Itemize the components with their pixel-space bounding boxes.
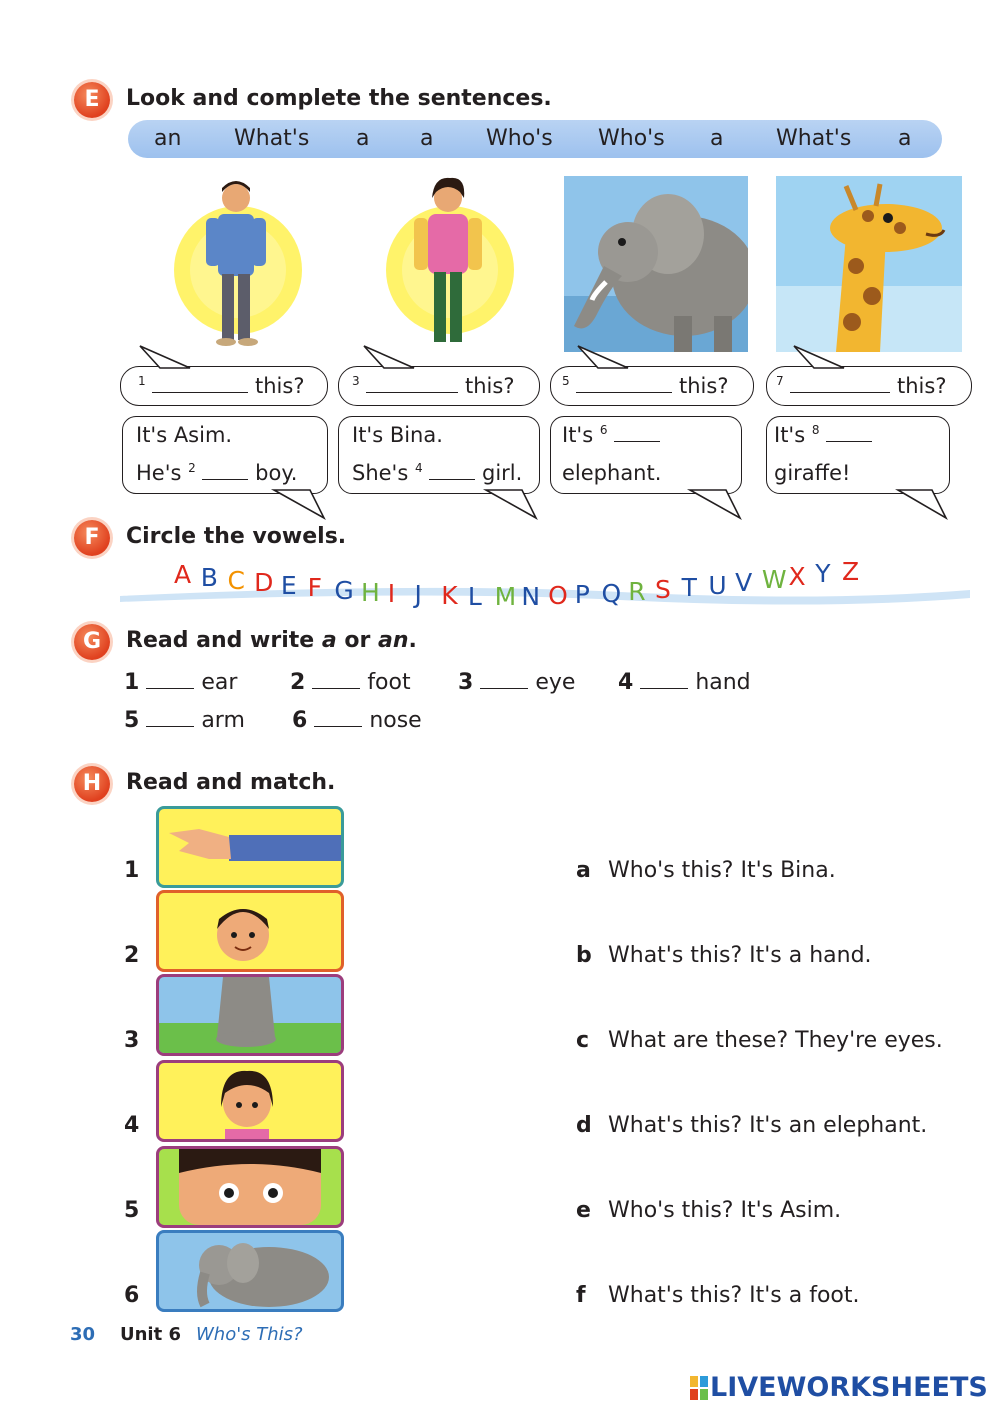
alphabet-letter[interactable]: P	[574, 580, 590, 610]
word-bank-item: Who's	[598, 126, 665, 151]
match-picture-elephant	[156, 1230, 344, 1312]
alphabet-letter[interactable]: K	[441, 581, 458, 611]
section-h-badge: H	[74, 766, 110, 802]
alphabet-letter[interactable]: O	[548, 581, 568, 611]
match-picture-hand	[156, 806, 344, 888]
alphabet-letter[interactable]: F	[307, 573, 322, 603]
answer-1-line1: It's Asim.	[136, 423, 233, 447]
bubble-tails-top	[0, 340, 1000, 370]
section-g-badge: G	[74, 624, 110, 660]
section-e-badge: E	[74, 82, 110, 118]
alphabet-letter[interactable]: H	[361, 577, 380, 607]
section-g-title: Read and write a or an.	[126, 628, 417, 653]
bubble-tails-bottom	[0, 488, 1000, 522]
alphabet-letter[interactable]: I	[387, 579, 396, 609]
match-number: 4	[124, 1113, 140, 1138]
match-option-letter: f	[576, 1283, 586, 1308]
question-5: $^5$ this?	[562, 374, 729, 398]
alphabet-letter[interactable]: Q	[601, 578, 622, 608]
word-bank-item: Who's	[486, 126, 553, 151]
alphabet-letter[interactable]: Y	[815, 559, 831, 589]
g-item-5: 5 arm	[124, 708, 245, 733]
section-f-title: Circle the vowels.	[126, 524, 347, 549]
match-number: 2	[124, 943, 140, 968]
word-bank-item: What's	[234, 126, 310, 151]
section-f-badge: F	[74, 520, 110, 556]
word-bank-item: What's	[776, 126, 852, 151]
alphabet-letter[interactable]: S	[654, 575, 671, 605]
elephant-picture	[564, 176, 748, 352]
g-item-3: 3 eye	[458, 670, 576, 695]
match-option-letter: b	[576, 943, 592, 968]
alphabet-letter[interactable]: T	[681, 573, 697, 603]
word-bank-item: a	[898, 126, 912, 151]
word-bank-item: a	[420, 126, 434, 151]
liveworksheets-brand: LIVEWORKSHEETS	[710, 1372, 988, 1403]
alphabet-letter[interactable]: G	[334, 575, 354, 605]
match-option-text: What's this? It's a foot.	[608, 1283, 860, 1308]
liveworksheets-logo-icon	[690, 1376, 708, 1400]
answer-3-line1: It's $^6$	[562, 423, 660, 447]
question-1: $^1$ this?	[138, 374, 305, 398]
alphabet-letter[interactable]: W	[761, 565, 787, 595]
match-picture-girl	[156, 1060, 344, 1142]
match-option-text: What are these? They're eyes.	[608, 1028, 943, 1053]
alphabet-letter[interactable]: B	[200, 562, 218, 592]
match-option-letter: c	[576, 1028, 590, 1053]
word-bank-item: a	[710, 126, 724, 151]
boy-asim-picture	[168, 170, 308, 350]
match-option-text: Who's this? It's Asim.	[608, 1198, 842, 1223]
match-option-letter: d	[576, 1113, 592, 1138]
unit-title: Who's This?	[196, 1324, 303, 1345]
match-picture-boy	[156, 890, 344, 972]
alphabet-letter[interactable]: U	[708, 570, 727, 600]
match-picture-eyes	[156, 1146, 344, 1228]
alphabet-letter[interactable]: Z	[842, 556, 860, 586]
section-h-title: Read and match.	[126, 770, 336, 795]
unit-label: Unit 6	[120, 1324, 181, 1345]
word-bank	[128, 120, 942, 158]
match-number: 5	[124, 1198, 140, 1223]
alphabet-letter[interactable]: V	[735, 567, 753, 597]
page-number: 30	[70, 1324, 96, 1345]
alphabet-letter[interactable]: R	[628, 577, 646, 607]
giraffe-picture	[776, 176, 962, 352]
g-item-6: 6 nose	[292, 708, 422, 733]
girl-bina-picture	[380, 170, 520, 350]
alphabet-letter[interactable]: D	[254, 568, 274, 598]
alphabet-letter[interactable]: C	[227, 565, 245, 595]
match-number: 3	[124, 1028, 140, 1053]
match-number: 6	[124, 1283, 140, 1308]
answer-3-line2: elephant.	[562, 461, 662, 485]
answer-4-line1: It's $^8$	[774, 423, 872, 447]
match-number: 1	[124, 858, 140, 883]
answer-1-line2: He's $^2$ boy.	[136, 461, 298, 485]
g-item-4: 4 hand	[618, 670, 751, 695]
section-e-title: Look and complete the sentences.	[126, 86, 552, 111]
alphabet-letter[interactable]: X	[788, 562, 806, 592]
alphabet-letter[interactable]: E	[280, 571, 297, 601]
match-option-text: What's this? It's an elephant.	[608, 1113, 928, 1138]
g-item-1: 1 ear	[124, 670, 238, 695]
word-bank-item: an	[154, 126, 182, 151]
match-option-text: Who's this? It's Bina.	[608, 858, 836, 883]
question-3: $^3$ this?	[352, 374, 515, 398]
g-item-2: 2 foot	[290, 670, 411, 695]
answer-4-line2: giraffe!	[774, 461, 851, 485]
word-bank-item: a	[356, 126, 370, 151]
alphabet-letter[interactable]: L	[467, 581, 482, 611]
alphabet-letter[interactable]: J	[414, 580, 422, 610]
match-option-letter: e	[576, 1198, 591, 1223]
alphabet-letter[interactable]: A	[174, 560, 192, 589]
match-picture-foot	[156, 974, 344, 1056]
question-7: $^7$ this?	[776, 374, 947, 398]
alphabet-letter[interactable]: M	[494, 581, 517, 611]
match-option-letter: a	[576, 858, 591, 883]
alphabet-letter[interactable]: N	[521, 581, 541, 611]
answer-2-line2: She's $^4$ girl.	[352, 461, 523, 485]
match-option-text: What's this? It's a hand.	[608, 943, 872, 968]
answer-2-line1: It's Bina.	[352, 423, 443, 447]
